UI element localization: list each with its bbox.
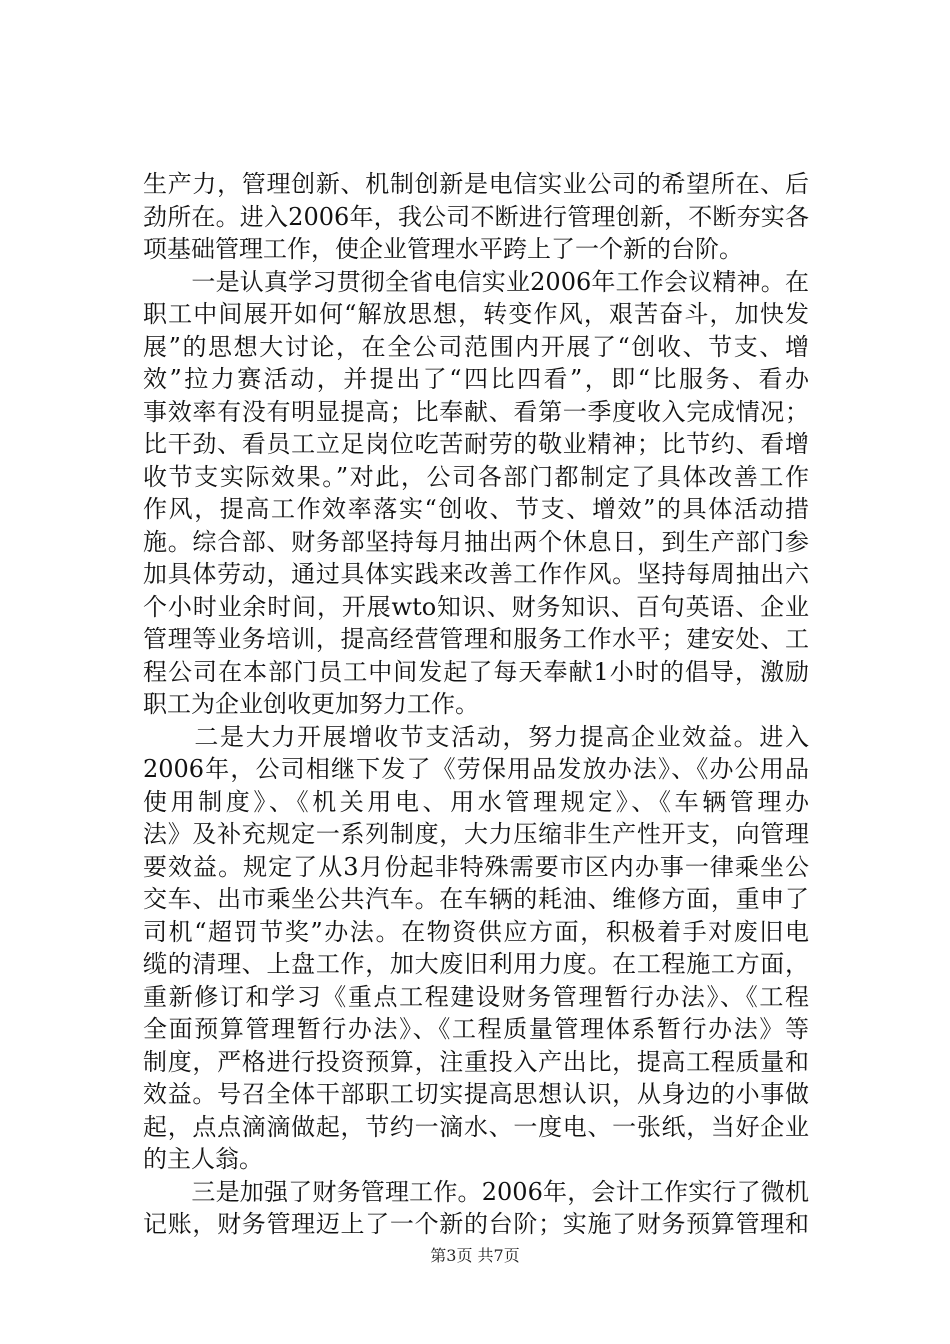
text-line: 效”拉力赛活动，并提出了“四比四看”，即“比服务、看办 [143, 365, 809, 393]
text-line: 交车、出市乘坐公共汽车。在车辆的耗油、维修方面，重申了 [143, 885, 809, 913]
text-line: 职工中间展开如何“解放思想，转变作风，艰苦奋斗，加快发 [143, 300, 809, 328]
text-line: 生产力，管理创新、机制创新是电信实业公司的希望所在、后 [143, 170, 809, 198]
text-line: 项基础管理工作，使企业管理水平跨上了一个新的台阶。 [143, 235, 743, 263]
text-line: 事效率有没有明显提高；比奉献、看第一季度收入完成情况； [143, 397, 809, 426]
text-line: 缆的清理、上盘工作，加大废旧利用力度。在工程施工方面， [143, 950, 809, 978]
text-line: 一是认真学习贯彻全省电信实业2006年工作会议精神。在 [143, 267, 809, 296]
text-line: 作风，提高工作效率落实“创收、节支、增效”的具体活动措 [143, 495, 809, 523]
text-line: 要效益。规定了从3月份起非特殊需要市区内办事一律乘坐公 [143, 852, 809, 881]
text-line: 全面预算管理暂行办法》、《工程质量管理体系暂行办法》等 [143, 1015, 809, 1043]
text-line: 施。综合部、财务部坚持每月抽出两个休息日，到生产部门参 [143, 527, 809, 556]
text-line: 记账，财务管理迈上了一个新的台阶；实施了财务预算管理和 [143, 1210, 809, 1238]
text-line: 管理等业务培训，提高经营管理和服务工作水平；建安处、工 [143, 625, 809, 653]
text-line: 加具体劳动，通过具体实践来改善工作作风。坚持每周抽出六 [143, 560, 809, 588]
text-line: 法》及补充规定一系列制度，大力压缩非生产性开支，向管理 [143, 820, 809, 848]
text-line: 展”的思想大讨论，在全公司范围内开展了“创收、节支、增 [143, 332, 809, 361]
text-line: 制度，严格进行投资预算，注重投入产出比，提高工程质量和 [143, 1047, 809, 1076]
text-line: 劲所在。进入2006年，我公司不断进行管理创新，不断夯实各 [143, 202, 809, 231]
page-number-footer: 第3页 共7页 [430, 1246, 520, 1265]
text-line: 起，点点滴滴做起，节约一滴水、一度电、一张纸，当好企业 [143, 1112, 809, 1141]
text-line: 效益。号召全体干部职工切实提高思想认识，从身边的小事做 [143, 1080, 809, 1108]
text-line: 程公司在本部门员工中间发起了每天奉献1小时的倡导，激励 [143, 657, 809, 686]
text-line: 的主人翁。 [143, 1145, 263, 1173]
text-line: 2006年，公司相继下发了《劳保用品发放办法》、《办公用品 [143, 755, 809, 783]
text-line: 比干劲、看员工立足岗位吃苦耐劳的敬业精神；比节约、看增 [143, 430, 809, 458]
text-line: 重新修订和学习《重点工程建设财务管理暂行办法》、《工程 [143, 982, 809, 1011]
text-line: 司机“超罚节奖”办法。在物资供应方面，积极着手对废旧电 [143, 917, 809, 946]
text-line: 使用制度》、《机关用电、用水管理规定》、《车辆管理办 [143, 787, 809, 816]
text-line: 职工为企业创收更加努力工作。 [143, 690, 479, 718]
text-line: 二是大力开展增收节支活动，努力提高企业效益。进入 [143, 722, 809, 751]
text-line: 收节支实际效果。”对此，公司各部门都制定了具体改善工作 [143, 462, 809, 491]
text-line: 三是加强了财务管理工作。2006年，会计工作实行了微机 [143, 1177, 809, 1206]
text-line: 个小时业余时间，开展wto知识、财务知识、百句英语、企业 [143, 592, 809, 621]
document-body [143, 168, 809, 1241]
